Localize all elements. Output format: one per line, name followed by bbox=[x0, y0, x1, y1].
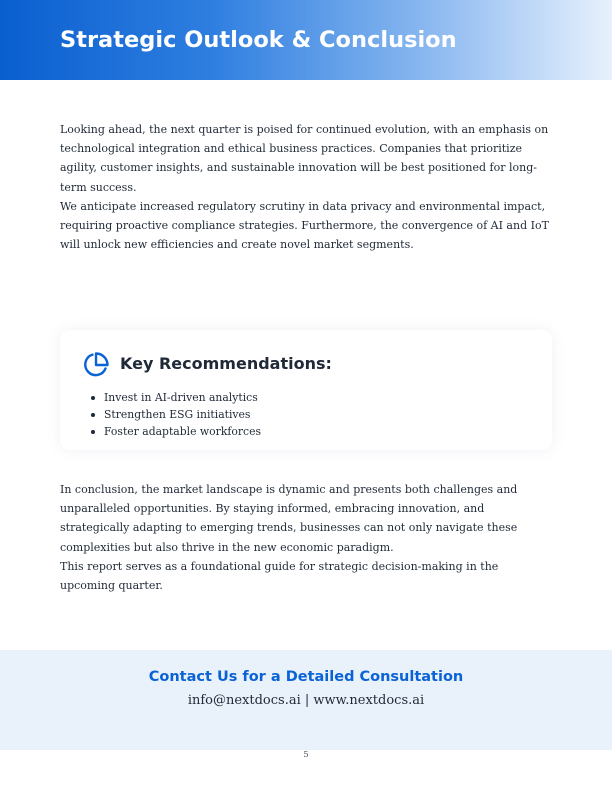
page-title: Strategic Outlook & Conclusion bbox=[60, 27, 457, 53]
page-number: 5 bbox=[303, 750, 309, 760]
intro-section bbox=[60, 120, 554, 254]
contact-title: Contact Us for a Detailed Consultation bbox=[148, 669, 464, 685]
intro-paragraph: We anticipate increased regulatory scrutiny in data privacy and environmental impact, requiring proactive compliance strategies. Furthermore, the convergence of AI and IoT will unlock new efficiencies and create novel market segments. bbox=[60, 199, 549, 252]
conclusion-section bbox=[60, 480, 554, 595]
contact-separator: | bbox=[304, 693, 310, 708]
contact-email-link[interactable]: info@nextdocs.ai bbox=[187, 693, 301, 708]
recommendations-card bbox=[60, 330, 552, 450]
conclusion-paragraph: In conclusion, the market landscape is dynamic and presents both challenges and unparalleled opportunities. By staying informed, embracing innovation, and strategically adapting to emerging trends, businesses can not only navigate these complexities but also thrive in the new economic paradigm. bbox=[60, 483, 518, 554]
page-header bbox=[0, 0, 612, 80]
intro-paragraph: Looking ahead, the next quarter is poised for continued evolution, with an emphasis on technological integration and ethical business practices. Companies that prioritize agility, customer insights, and sustainable innovation will be best positioned for long-term success. bbox=[60, 123, 549, 194]
conclusion-paragraph: This report serves as a foundational guide for strategic decision-making in the upcoming quarter. bbox=[60, 559, 499, 593]
contact-website-link[interactable]: www.nextdocs.ai bbox=[313, 693, 425, 708]
contact-details bbox=[0, 693, 612, 708]
recommendations-title: Key Recommendations: bbox=[120, 354, 332, 373]
list-item: Strengthen ESG initiatives bbox=[104, 406, 524, 423]
recommendations-list bbox=[104, 389, 524, 440]
pie-chart-icon bbox=[82, 351, 110, 379]
list-item: Foster adaptable workforces bbox=[104, 423, 524, 440]
contact-banner bbox=[0, 650, 612, 750]
list-item: Invest in AI-driven analytics bbox=[104, 389, 524, 406]
